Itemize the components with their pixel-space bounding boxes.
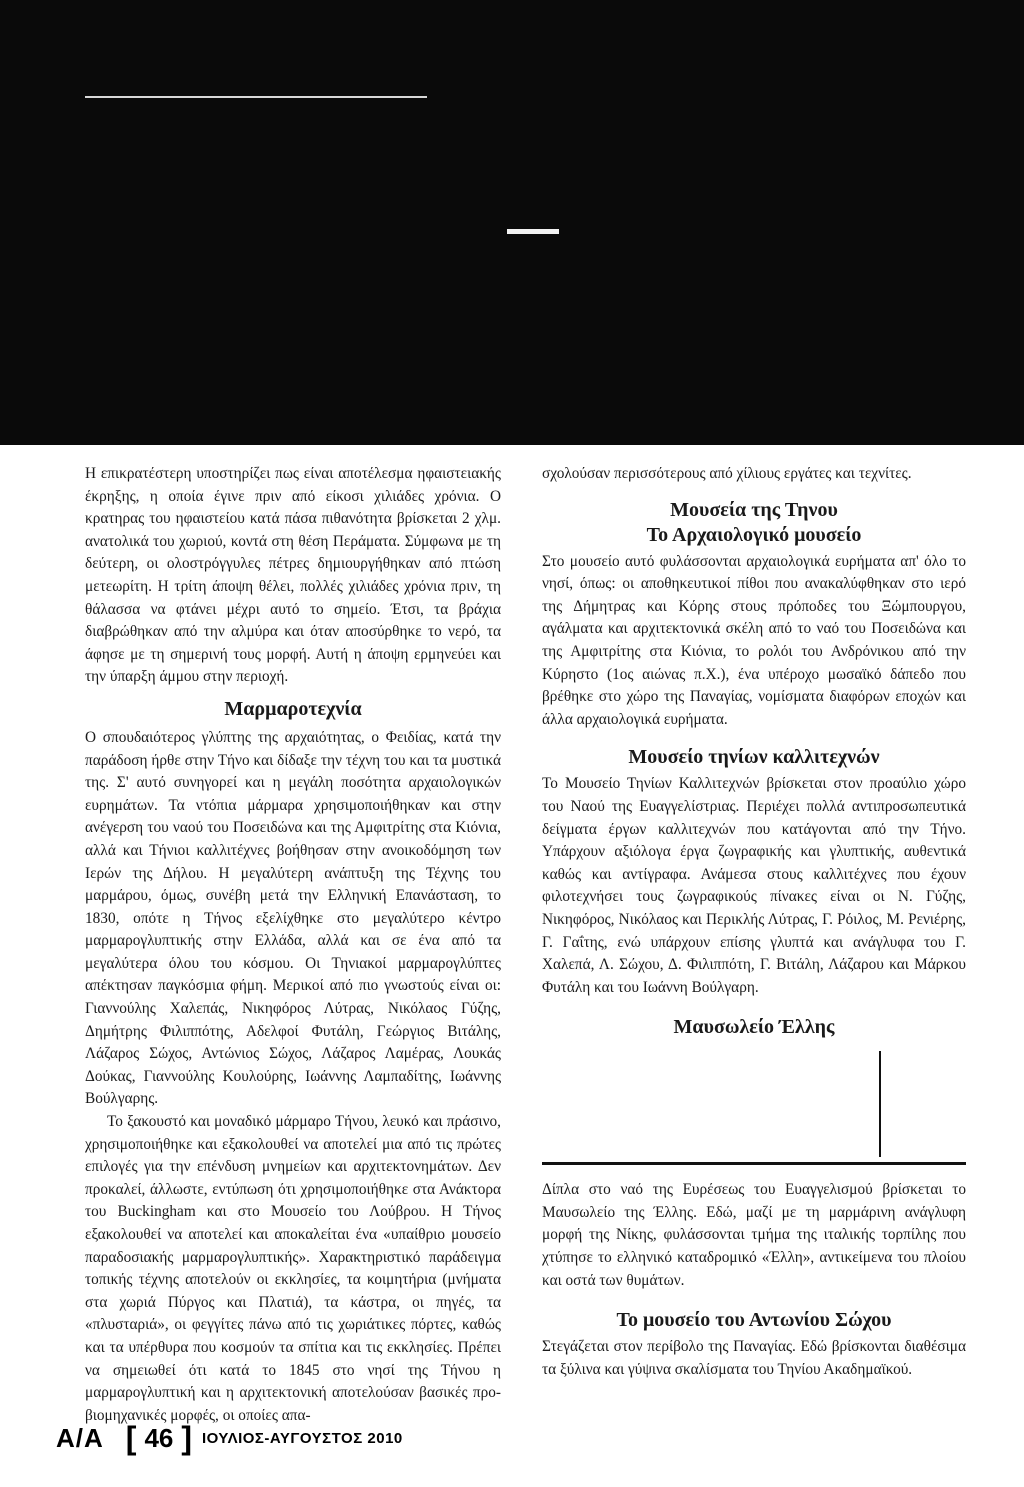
sochos-museum-text: Στεγάζεται στον περίβολο της Παναγίας. Εδώ βρίσκονται διαθέσιμα τα ξύλινα και γύψινα σκαλίσματα του Τηνίου Ακαδημαϊκού. [542, 1338, 966, 1378]
heading-museums-line2: Το Αρχαιολογικό μουσείο [646, 523, 862, 546]
mausoleum-text: Δίπλα στο ναό της Ευρέσεως του Ευαγγελισμού βρίσκεται το Μαυσωλείο της Έλλης. Εδώ, μαζί με τη μαρμάρινη ανάγλυφη μορφή της Νίκης, φυλάσσονται τμήμα της ιταλικής τορπίλης που χτύπησε το ελληνικό καταδρομικό «Έλλη», αντικείμενα του πλοίου και οστά των θυμάτων. [542, 1181, 966, 1289]
issue-date: ΙΟΥΛΙΟΣ-ΑΥΓΟΥΣΤΟΣ 2010 [202, 1429, 403, 1447]
frame-horizontal-rule [542, 1162, 966, 1165]
right-column [542, 463, 966, 1381]
heading-artists-museum: Μουσείο τηνίων καλλιτεχνών [628, 746, 880, 769]
heading-museums-line1: Μουσεία της Τηνου [670, 498, 838, 521]
bracket-open: [ [125, 1419, 137, 1456]
photo-highlight-mark [507, 229, 559, 234]
mausoleum-frame [542, 1043, 966, 1165]
marble-paragraph-1: Ο σπουδαιότερος γλύπτης της αρχαιότητας, ο Φειδίας, κατά την παράδοση ήρθε στην Τήνο και δίδαξε την τέχνη του και τα μυστικά της. Σ' αυτό συνηγορεί και η μεγάλη ποσότητα αρχαιολογικών ευρημάτων. Τα ντόπια μάρμαρα χρησιμοποιήθηκαν και στην ανέγερση του ναού του Ποσειδώνα και της Αμφιτρίτης στα Κιόνια, αλλά και Τήνιοι καλλιτέχνες βοήθησαν στην ανοικοδόμηση των Ιερών της Δήλου. Η μεγαλύτερη ανάπτυξη της Τέχνης του μαρμάρου, όμως, συνέβη μετά την Ελληνική Επανάσταση, το 1830, οπότε η Τήνος εξελίχθηκε στο μεγαλύτερο κέντρο μαρμαρογλυπτικής στην Ελλάδα, αλλά και σε ένα από τα μεγαλύτερα όλου του κόσμου. Οι Τηνιακοί μαρμαρογλύπτες απέκτησαν παγκόσμια φήμη. Μερικοί από πιο γνωστούς είναι οι: Γιαννούλης Χαλεπάς, Νικηφόρος Λύτρας, Νικόλαος Γύζης, Δημήτρης Φιλιππότης, Αδελφοί Φυτάλη, Γεώργιος Βιτάλης, Λάζαρος Σώχος, Αντώνιος Σώχος, Λάζαρος Λαμέρας, Λουκάς Δούκας, Γιαννούλης Κουλούρης, Ιωάννης Λαμπαδίτης, Ιωάννης Βούλγαρης. [85, 728, 501, 1108]
photo-highlight-line [85, 96, 427, 98]
marble-paragraph-2: Το ξακουστό και μοναδικό μάρμαρο Τήνου, λευκό και πράσινο, χρησιμοποιήθηκε και εξακολουθεί να αποτελεί μια από τις πρώτες επιλογές για την επένδυση μνημείων και αρχιτεκτονημάτων. Δεν προκαλεί, άλλωστε, εντύπωση ότι χρησιμοποιήθηκε στα Ανάκτορα του Buckingham και στο Μουσείο του Λούβρου. Η Τήνος εξακολουθεί να αποτελεί και αποκαλείται ένα «υπαίθριο μουσείο παραδοσιακής μαρμαρογλυπτικής». Χαρακτηριστικό παράδειγμα τοπικής τέχνης αποτελούν οι εκκλησίες, τα κοιμητήρια (μνήματα στα χωριά Πύργος και Πλατιά), τα κάστρα, οι πηγές, τα «πλυσταριά», οι φεγγίτες πάνω από τις χωριάτικες πόρτες, καθώς και τα υπέρθυρα που κοσμούν τα σπίτια και τις εκκλησίες. Πρέπει να σημειωθεί ότι κατά το 1845 στο νησί της Τήνου η μαρμαρογλυπτική και η αρχιτεκτονική αποτελούσαν βασικές προ-βιομηχανικές μορφές, οι οποίες απα- [85, 1113, 501, 1424]
heading-sochos-museum: Το μουσείο του Αντωνίου Σώχου [616, 1309, 892, 1332]
continuation-text: σχολούσαν περισσότερους από χίλιους εργάτες και τεχνίτες. [542, 465, 912, 482]
bracket-close: ] [181, 1419, 193, 1456]
artists-museum-text: Το Μουσείο Τηνίων Καλλιτεχνών βρίσκεται στον προαύλιο χώρο του Ναού της Ευαγγελίστριας. Περιέχει πολλά αντιπροσωπευτικά δείγματα έργων καλλιτεχνών που κατάγονται από την Τήνο. Υπάρχουν αξιόλογα έργα ζωγραφικής και γλυπτικής, αυθεντικά καθώς και αντίγραφα. Ανάμεσα στους καλλιτέχνες που έχουν φιλοτεχνήσει τους ζωγραφικούς πίνακες είναι οι Ν. Γύζης, Νικηφόρος, Νικόλαος και Περικλής Λύτρας, Γ. Ρόιλος, Μ. Ρενιέρης, Γ. Γαΐτης, ενώ υπάρχουν επίσης γλυπτά και ανάγλυφα του Γ. Χαλεπά, Λ. Σώχου, Δ. Φιλιππότη, Γ. Βιτάλη, Λάζαρου και Μάρκου Φυτάλη και του Ιωάννη Βούλγαρη. [542, 775, 966, 996]
heading-museums [542, 498, 966, 548]
page-footer [56, 1420, 403, 1456]
heading-marble: Μαρμαροτεχνία [224, 697, 362, 720]
frame-vertical-rule [879, 1051, 881, 1157]
photo-area [0, 0, 1024, 445]
left-column [85, 463, 501, 1427]
section-label: Α/Α [56, 1422, 104, 1453]
intro-paragraph: Η επικρατέστερη υποστηρίζει πως είναι αποτέλεσμα ηφαιστειακής έκρηξης, η οποία έγινε πριν από είκοσι χιλιάδες χρόνια. Ο κρατηρας του ηφαιστείου κατά πάσα πιθανότητα βρίσκεται 2 χλμ. ανατολικά του χωριού, κοντά στη θέση Περάματα. Σύμφωνα με τη δεύτερη, οι ολοστρόγγυλες πέτρες δημιουργήθηκαν από πτώση μετεωρίτη. Η τρίτη άποψη θέλει, πολλές χιλιάδες χρόνια πριν, τη θάλασσα να φτάνει μέχρι αυτό το σημείο. Έτσι, τα βράχια διαβρώθηκαν από την αλμύρα και όταν αποσύρθηκε το νερό, τα άφησε με τη σημερινή τους μορφή. Αυτή η άποψη ερμηνεύει και την ύπαρξη άμμου στην περιοχή. [85, 465, 501, 686]
heading-mausoleum: Μαυσωλείο Έλλης [673, 1016, 835, 1039]
page-number: 46 [144, 1422, 174, 1453]
archaeological-museum-text: Στο μουσείο αυτό φυλάσσονται αρχαιολογικά ευρήματα απ' όλο το νησί, όπως: οι αποθηκευτικοί πίθοι που ανακαλύφθηκαν στο ιερό της Δήμητρας και Κόρης στους πρόποδες του Ξώμπουργου, αγάλματα και αρχιτεκτονικά σκέλη από το ναό του Ποσειδώνα και της Αμφιτρίτης στα Κιόνια, το ρολόι του Ανδρόνικου από την Κύρηστο (1ος αιώνας π.Χ.), ένα υπέροχο μωσαϊκό δάπεδο που βρέθηκε στο χώρο της Παναγίας, νομίσματα διαφόρων εποχών και άλλα αρχαιολογικά ευρήματα. [542, 552, 966, 728]
